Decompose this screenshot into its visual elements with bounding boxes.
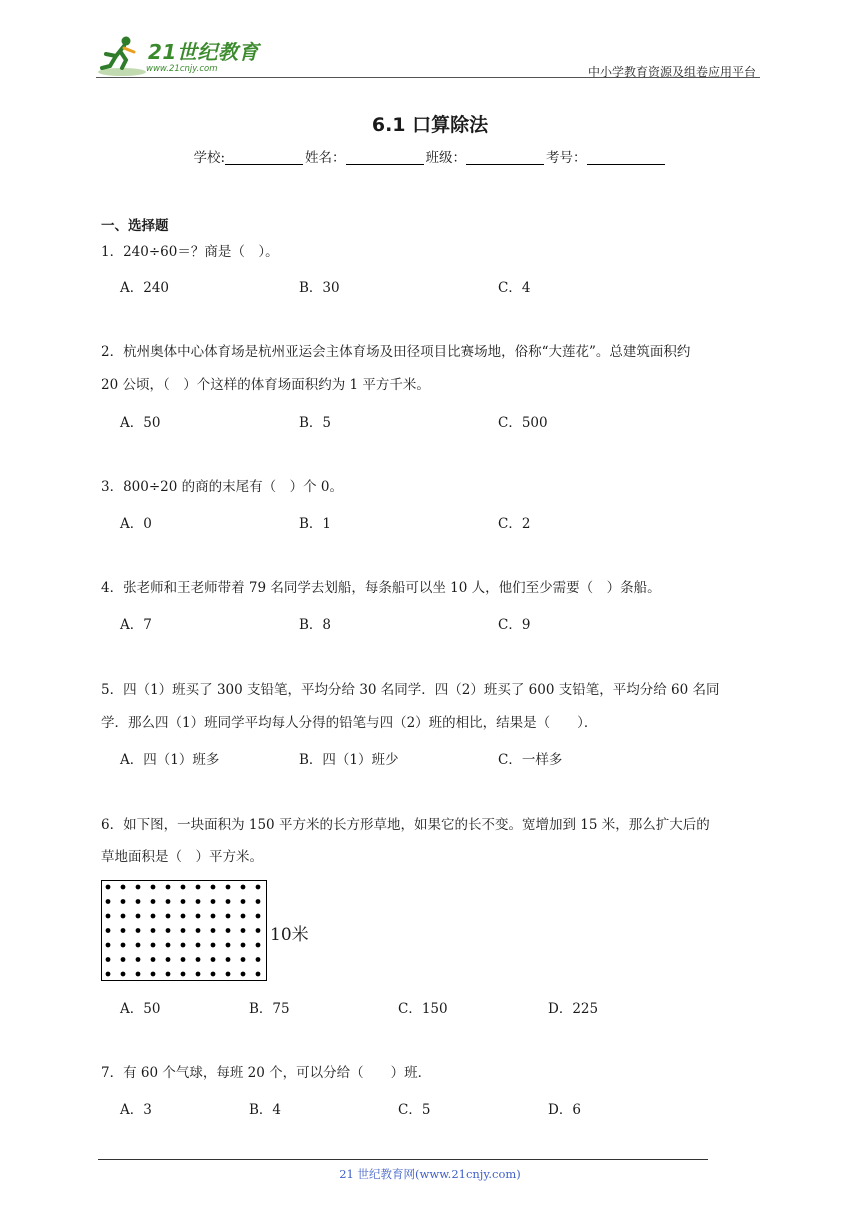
grid-dot (211, 899, 216, 904)
grid-dot (121, 899, 126, 904)
q3-option-c[interactable]: C．2 (498, 516, 531, 532)
grid-dot (196, 957, 201, 962)
grid-dot (196, 928, 201, 933)
grid-dot (226, 914, 231, 919)
logo-url: www.21cnjy.com (146, 64, 218, 74)
grid-dot (211, 885, 216, 890)
grid-dot (226, 943, 231, 948)
grid-dot (136, 914, 141, 919)
q6-option-b[interactable]: B．75 (249, 1001, 290, 1017)
q5-option-c[interactable]: C．一样多 (498, 752, 563, 768)
grid-dot (106, 885, 111, 890)
grid-dot (151, 885, 156, 890)
grid-dot (196, 899, 201, 904)
grid-dot (121, 928, 126, 933)
grid-dot (166, 914, 171, 919)
question-1: 1．240÷60＝？商是（ ）。 (101, 244, 279, 260)
footer-divider (98, 1159, 708, 1160)
grid-dot (121, 972, 126, 977)
school-field[interactable] (225, 150, 303, 165)
page-title: 6.1 口算除法 (371, 114, 489, 136)
grid-dot (151, 957, 156, 962)
footer-link[interactable]: 21 世纪教育网(www.21cnjy.com) (339, 1167, 521, 1181)
grid-dot (256, 943, 261, 948)
grid-dot (151, 914, 156, 919)
exam-no-label: 考号： (546, 150, 587, 166)
platform-label: 中小学教育资源及组卷应用平台 (587, 65, 756, 79)
grid-dot (181, 972, 186, 977)
question-2-line-2: 20 公顷，（ ）个这样的体育场面积约为 1 平方千米。 (101, 377, 430, 393)
grid-dot (121, 885, 126, 890)
q5-option-b[interactable]: B．四（1）班少 (299, 752, 399, 768)
question-4: 4．张老师和王老师带着 79 名同学去划船，每条船可以坐 10 人，他们至少需要（ ）条船。 (101, 580, 661, 596)
question-3: 3．800÷20 的商的末尾有（ ）个 0。 (101, 479, 344, 495)
grid-dot (256, 885, 261, 890)
q6-option-a[interactable]: A．50 (120, 1001, 161, 1017)
q1-option-a[interactable]: A．240 (120, 280, 170, 296)
grid-dot (121, 957, 126, 962)
grid-dot (151, 972, 156, 977)
grid-dot (136, 899, 141, 904)
header-divider (96, 77, 760, 78)
grid-dot (106, 928, 111, 933)
question-2-line-1: 2．杭州奥体中心体育场是杭州亚运会主体育场及田径项目比赛场地，俗称“大莲花”。总建筑面积约 (101, 344, 691, 360)
grid-dot (211, 957, 216, 962)
grid-dot (241, 899, 246, 904)
grid-dot (121, 914, 126, 919)
question-7: 7．有 60 个气球，每班 20 个，可以分给（ ）班． (101, 1065, 432, 1081)
grid-dot (106, 972, 111, 977)
q6-option-d[interactable]: D．225 (548, 1001, 599, 1017)
grid-dot (256, 914, 261, 919)
grid-dot (211, 914, 216, 919)
grid-dot (241, 943, 246, 948)
grid-dot (256, 972, 261, 977)
grid-dot (166, 972, 171, 977)
q2-option-b[interactable]: B．5 (299, 415, 332, 431)
question-6-line-2: 草地面积是（ ）平方米。 (101, 849, 263, 865)
q6-option-c[interactable]: C．150 (398, 1001, 448, 1017)
grid-dot (151, 943, 156, 948)
q4-option-a[interactable]: A．7 (120, 617, 152, 633)
grid-dot (211, 928, 216, 933)
school-label: 学校: (193, 150, 226, 166)
grid-dot (136, 885, 141, 890)
student-info (0, 146, 860, 166)
section-title: 一、选择题 (101, 218, 169, 234)
question-6-line-1: 6．如下图，一块面积为 150 平方米的长方形草地，如果它的长不变。宽增加到 15 米，那么扩大后的 (101, 817, 710, 833)
grid-dot (166, 957, 171, 962)
dotted-rectangle-figure (101, 880, 267, 981)
grid-dot (241, 957, 246, 962)
exam-no-field[interactable] (587, 150, 665, 165)
q4-option-c[interactable]: C．9 (498, 617, 531, 633)
dot-grid (102, 881, 265, 979)
grid-dot (196, 943, 201, 948)
name-field[interactable] (346, 150, 424, 165)
grid-dot (226, 928, 231, 933)
grid-dot (196, 972, 201, 977)
q7-option-b[interactable]: B．4 (249, 1102, 282, 1118)
question-5-line-2: 学．那么四（1）班同学平均每人分得的铅笔与四（2）班的相比，结果是（ ）． (101, 715, 598, 731)
grid-dot (241, 914, 246, 919)
grid-dot (181, 928, 186, 933)
q5-option-a[interactable]: A．四（1）班多 (120, 752, 220, 768)
grid-dot (121, 943, 126, 948)
q7-option-a[interactable]: A．3 (120, 1102, 152, 1118)
grid-dot (226, 957, 231, 962)
grid-dot (166, 885, 171, 890)
runner-icon (96, 34, 146, 78)
grid-dot (106, 899, 111, 904)
site-logo[interactable] (96, 34, 266, 78)
q3-option-a[interactable]: A．0 (120, 516, 152, 532)
grid-dot (226, 899, 231, 904)
name-label: 姓名： (305, 150, 346, 166)
grid-dot (166, 899, 171, 904)
q2-option-a[interactable]: A．50 (120, 415, 161, 431)
grid-dot (106, 957, 111, 962)
class-label: 班级： (425, 150, 467, 166)
grid-dot (151, 899, 156, 904)
grid-dot (181, 957, 186, 962)
q7-option-c[interactable]: C．5 (398, 1102, 431, 1118)
grid-dot (211, 972, 216, 977)
class-field[interactable] (466, 150, 544, 165)
grid-dot (106, 943, 111, 948)
grid-dot (151, 928, 156, 933)
grid-dot (226, 972, 231, 977)
grid-dot (181, 914, 186, 919)
grid-dot (256, 899, 261, 904)
grid-dot (241, 972, 246, 977)
grid-dot (136, 928, 141, 933)
grid-dot (241, 885, 246, 890)
q7-option-d[interactable]: D．6 (548, 1102, 581, 1118)
grid-dot (181, 943, 186, 948)
grid-dot (106, 914, 111, 919)
grid-dot (256, 957, 261, 962)
grid-dot (211, 943, 216, 948)
grid-dot (196, 914, 201, 919)
q2-option-c[interactable]: C．500 (498, 415, 548, 431)
q1-option-c[interactable]: C．4 (498, 280, 531, 296)
grid-dot (181, 899, 186, 904)
figure-width-label: 10米 (270, 925, 309, 945)
grid-dot (166, 943, 171, 948)
question-5-line-1: 5．四（1）班买了 300 支铅笔，平均分给 30 名同学．四（2）班买了 600 支铅笔，平均分给 60 名同 (101, 682, 720, 698)
grid-dot (256, 928, 261, 933)
q1-option-b[interactable]: B．30 (299, 280, 340, 296)
grid-dot (241, 928, 246, 933)
grid-dot (136, 957, 141, 962)
grid-dot (136, 972, 141, 977)
grid-dot (181, 885, 186, 890)
grid-dot (226, 885, 231, 890)
grid-dot (166, 928, 171, 933)
logo-text: 21世纪教育 (148, 40, 259, 64)
q4-option-b[interactable]: B．8 (299, 617, 332, 633)
grid-dot (136, 943, 141, 948)
page-header (96, 30, 760, 80)
q3-option-b[interactable]: B．1 (299, 516, 332, 532)
grid-dot (196, 885, 201, 890)
